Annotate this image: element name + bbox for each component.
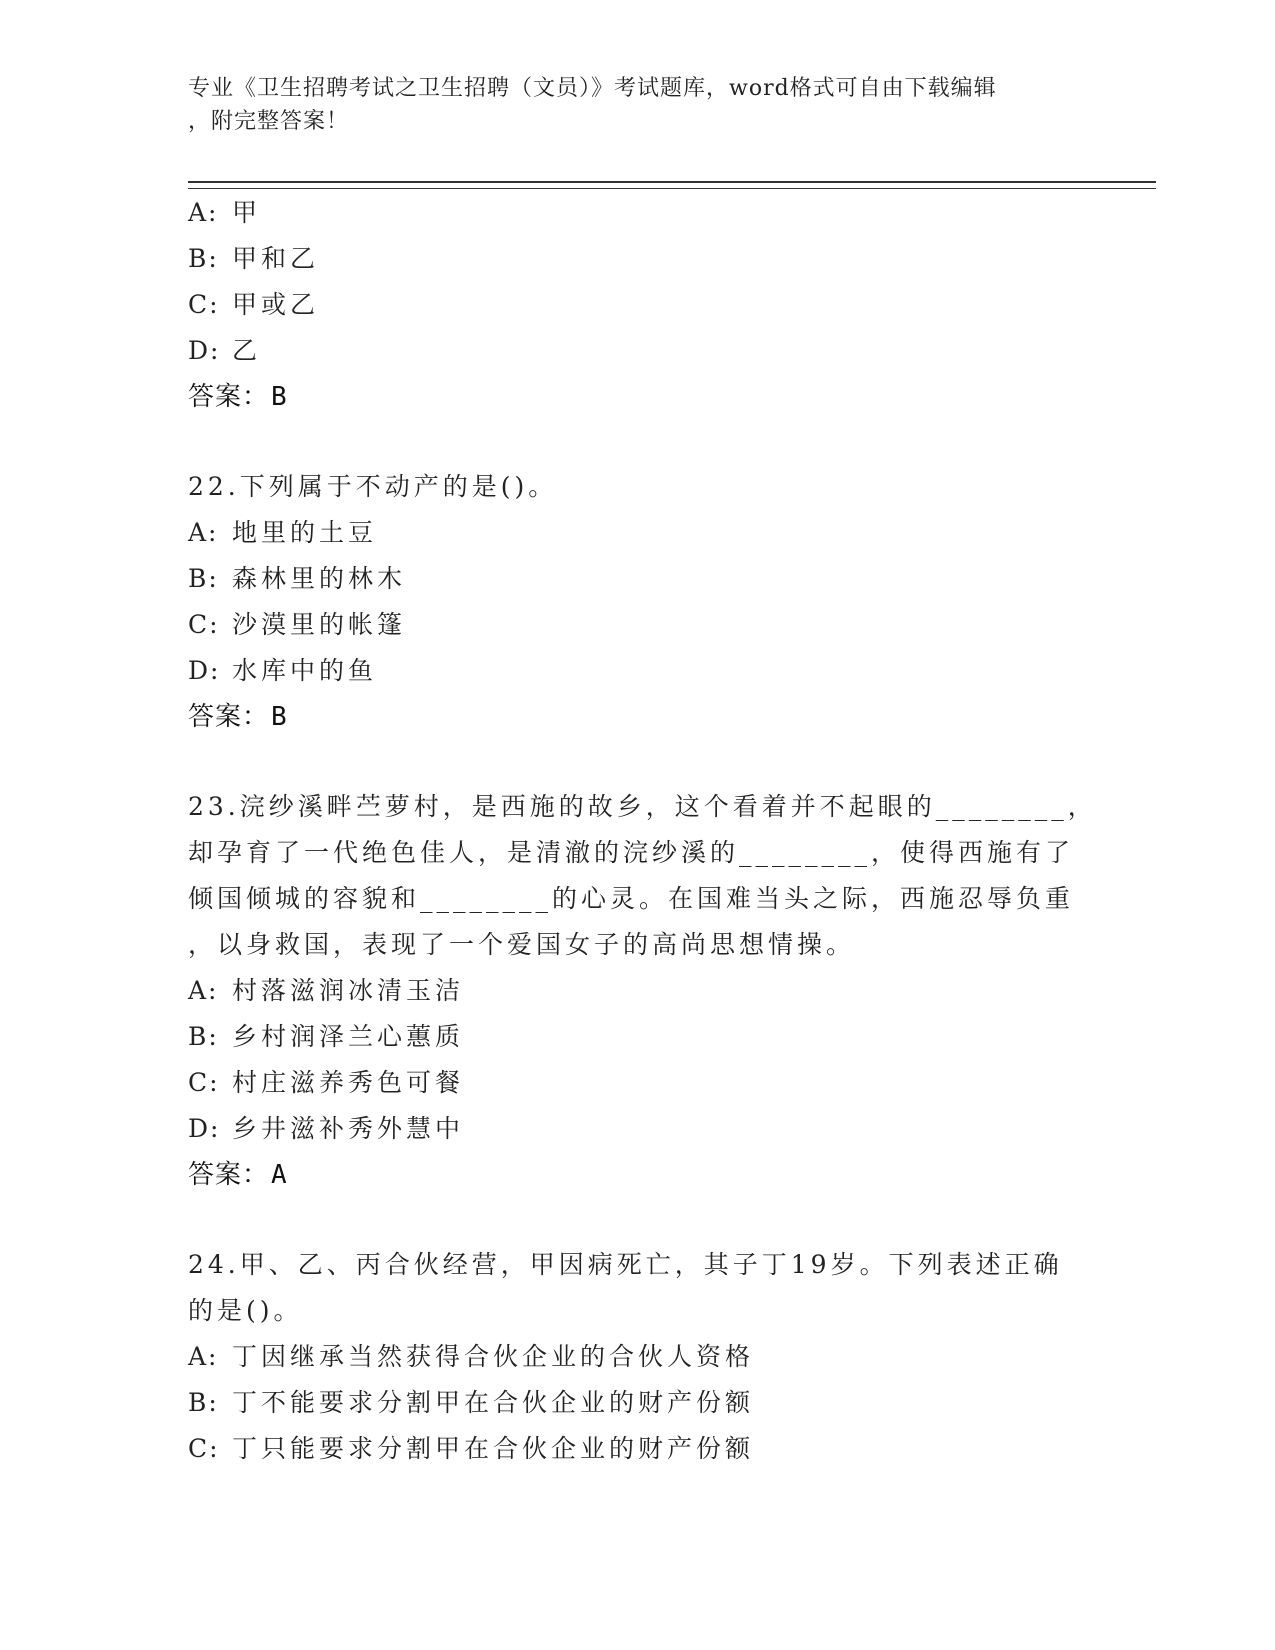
option-key: D:	[188, 656, 221, 685]
option-key: A:	[188, 976, 219, 1005]
option-text: 丁因继承当然获得合伙企业的合伙人资格	[232, 1342, 755, 1371]
document-header	[188, 72, 1068, 138]
option-text: 乡井滋补秀外慧中	[232, 1114, 465, 1143]
option-key: D:	[188, 1114, 221, 1143]
option-key: B:	[188, 564, 219, 593]
option-text: 甲和乙	[232, 244, 320, 273]
option-d	[188, 1106, 1088, 1152]
option-c	[188, 1060, 1088, 1106]
option-text: 地里的土豆	[232, 518, 378, 547]
question-stem: 22.下列属于不动产的是()。	[188, 472, 558, 501]
question-21-continued	[188, 190, 1088, 420]
answer-label: 答案：	[188, 382, 270, 412]
option-text: 乙	[232, 336, 262, 365]
option-text: 丁不能要求分割甲在合伙企业的财产份额	[232, 1388, 755, 1417]
answer-line	[188, 694, 1088, 740]
answer-label: 答案：	[188, 1160, 270, 1190]
answer-value: B	[271, 382, 288, 412]
option-key: C:	[188, 1068, 220, 1097]
option-a	[188, 510, 1088, 556]
question-stem-line-1: 23.浣纱溪畔苎萝村，是西施的故乡，这个看着并不起眼的________，	[188, 792, 1097, 821]
option-d	[188, 648, 1088, 694]
option-key: C:	[188, 290, 220, 319]
option-text: 丁只能要求分割甲在合伙企业的财产份额	[232, 1434, 755, 1463]
option-key: C:	[188, 1434, 220, 1463]
answer-value: B	[271, 702, 288, 732]
option-key: A:	[188, 198, 219, 227]
question-stem-line-4: ，以身救国，表现了一个爱国女子的高尚思想情操。	[188, 930, 856, 959]
question-23	[188, 784, 1097, 1198]
option-b	[188, 1014, 1088, 1060]
question-stem-line-3: 倾国倾城的容貌和________的心灵。在国难当头之际，西施忍辱负重	[188, 884, 1075, 913]
question-stem-line-2: 的是()。	[188, 1296, 303, 1325]
option-text: 甲	[232, 198, 262, 227]
option-key: B:	[188, 1388, 219, 1417]
option-text: 乡村润泽兰心蕙质	[232, 1022, 465, 1051]
question-stem-line-1: 24.甲、乙、丙合伙经营，甲因病死亡，其子丁19岁。下列表述正确	[188, 1250, 1063, 1279]
option-text: 沙漠里的帐篷	[232, 610, 407, 639]
question-22	[188, 464, 1088, 740]
option-b	[188, 1380, 1088, 1426]
option-key: B:	[188, 1022, 219, 1051]
option-key: B:	[188, 244, 219, 273]
option-key: A:	[188, 518, 219, 547]
option-key: A:	[188, 1342, 219, 1371]
option-key: C:	[188, 610, 220, 639]
option-text: 村庄滋养秀色可餐	[232, 1068, 465, 1097]
answer-value: A	[271, 1160, 288, 1190]
answer-line	[188, 1152, 1088, 1198]
option-text: 甲或乙	[232, 290, 320, 319]
option-b	[188, 556, 1088, 602]
option-text: 水库中的鱼	[232, 656, 378, 685]
question-stem-line-2: 却孕育了一代绝色佳人，是清澈的浣纱溪的________，使得西施有了	[188, 838, 1075, 867]
option-b	[188, 236, 1088, 282]
answer-line	[188, 374, 1088, 420]
option-text: 森林里的林木	[232, 564, 407, 593]
option-c	[188, 282, 1088, 328]
header-line-2: ，附完整答案！	[188, 109, 350, 134]
question-list	[188, 190, 1097, 1472]
option-key: D:	[188, 336, 221, 365]
option-a	[188, 190, 1088, 236]
header-line-1: 专业《卫生招聘考试之卫生招聘（文员）》考试题库，word格式可自由下载编辑	[188, 76, 997, 101]
option-c	[188, 1426, 1088, 1472]
option-d	[188, 328, 1088, 374]
answer-label: 答案：	[188, 702, 270, 732]
option-text: 村落滋润冰清玉洁	[232, 976, 465, 1005]
header-divider	[188, 181, 1156, 189]
question-24	[188, 1242, 1088, 1472]
option-a	[188, 968, 1088, 1014]
option-c	[188, 602, 1088, 648]
option-a	[188, 1334, 1088, 1380]
